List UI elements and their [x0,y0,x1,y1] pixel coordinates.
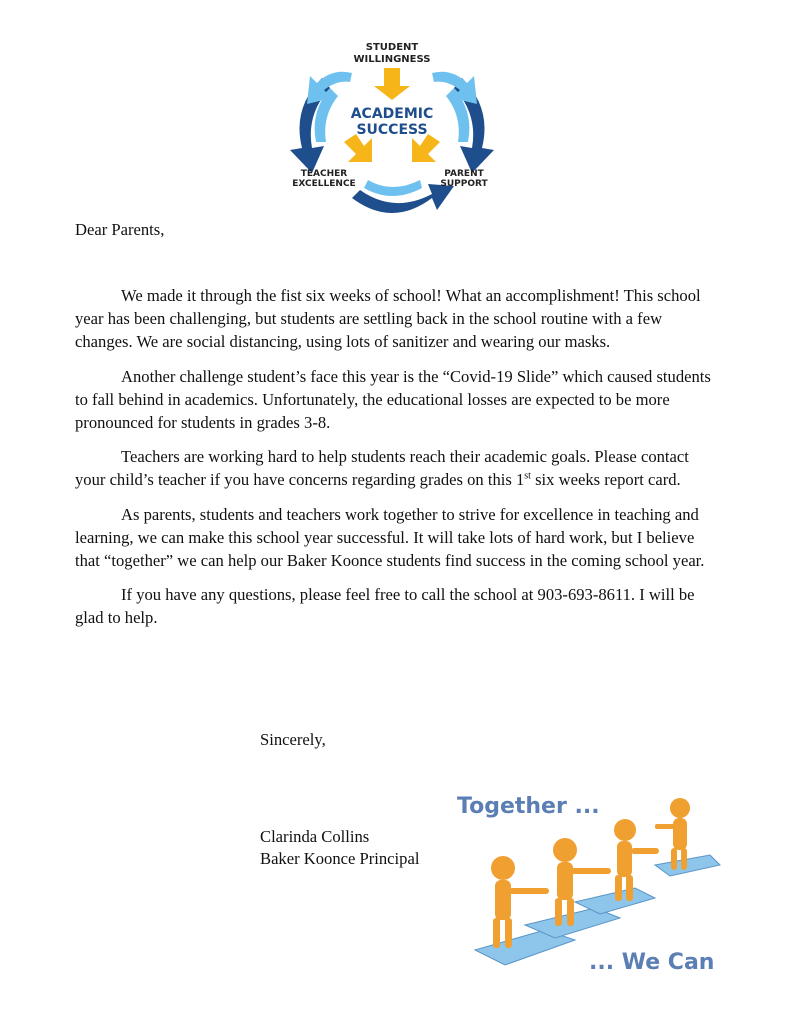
together-we-can-graphic [455,790,735,985]
salutation: Dear Parents, [75,220,165,239]
logo-right-line2: Support [440,179,488,189]
signature-title: Baker Koonce Principal [260,849,420,868]
paragraph-1: We made it through the fist six weeks of school! What an accomplishment! This school year has been challenging, but students are settling back in the school routine with a few changes. We are social distancing, using lots of sanitizer and wearing our masks. [75,286,701,352]
we-can-text: ... We Can [589,950,715,975]
signature-name: Clarinda Collins [260,827,370,846]
logo-left-line2: Excellence [292,179,356,189]
paragraph-3-before: Teachers are working hard to help students reach their academic goals. Please contact your child’s teacher if you have concerns regarding grades on this 1 [75,447,689,490]
logo-right-line1: Parent [444,169,484,179]
logo-top-line2: Willingness [353,54,431,65]
paragraph-2: Another challenge student’s face this year is the “Covid-19 Slide” which caused students to fall behind in academics. Unfortunately, the educational losses are expected to be more pronounced for students in grades 3-8. [75,366,711,433]
paragraph-5: If you have any questions, please feel free to call the school at 903-693-8611. I will be glad to help. [75,585,695,628]
logo-top-line1: Student [365,42,419,53]
logo-center-line1: Academic [350,106,434,122]
paragraph-3-after: six weeks report card. [530,470,681,490]
paragraph-3 [75,445,715,491]
logo-center-line2: Success [356,122,428,138]
academic-success-logo [282,38,502,230]
letter-body [75,284,715,641]
paragraph-4: As parents, students and teachers work together to strive for excellence in teaching and learning, we can make this school year successful. It will take lots of hard work, but I believe that “together” we can help our Baker Koonce students find success in the coming school year. [75,504,705,571]
closing: Sincerely, [260,730,326,749]
together-text: Together ... [457,794,600,819]
logo-left-line1: Teacher [300,169,348,179]
paragraph-3-superscript: st [524,470,531,482]
